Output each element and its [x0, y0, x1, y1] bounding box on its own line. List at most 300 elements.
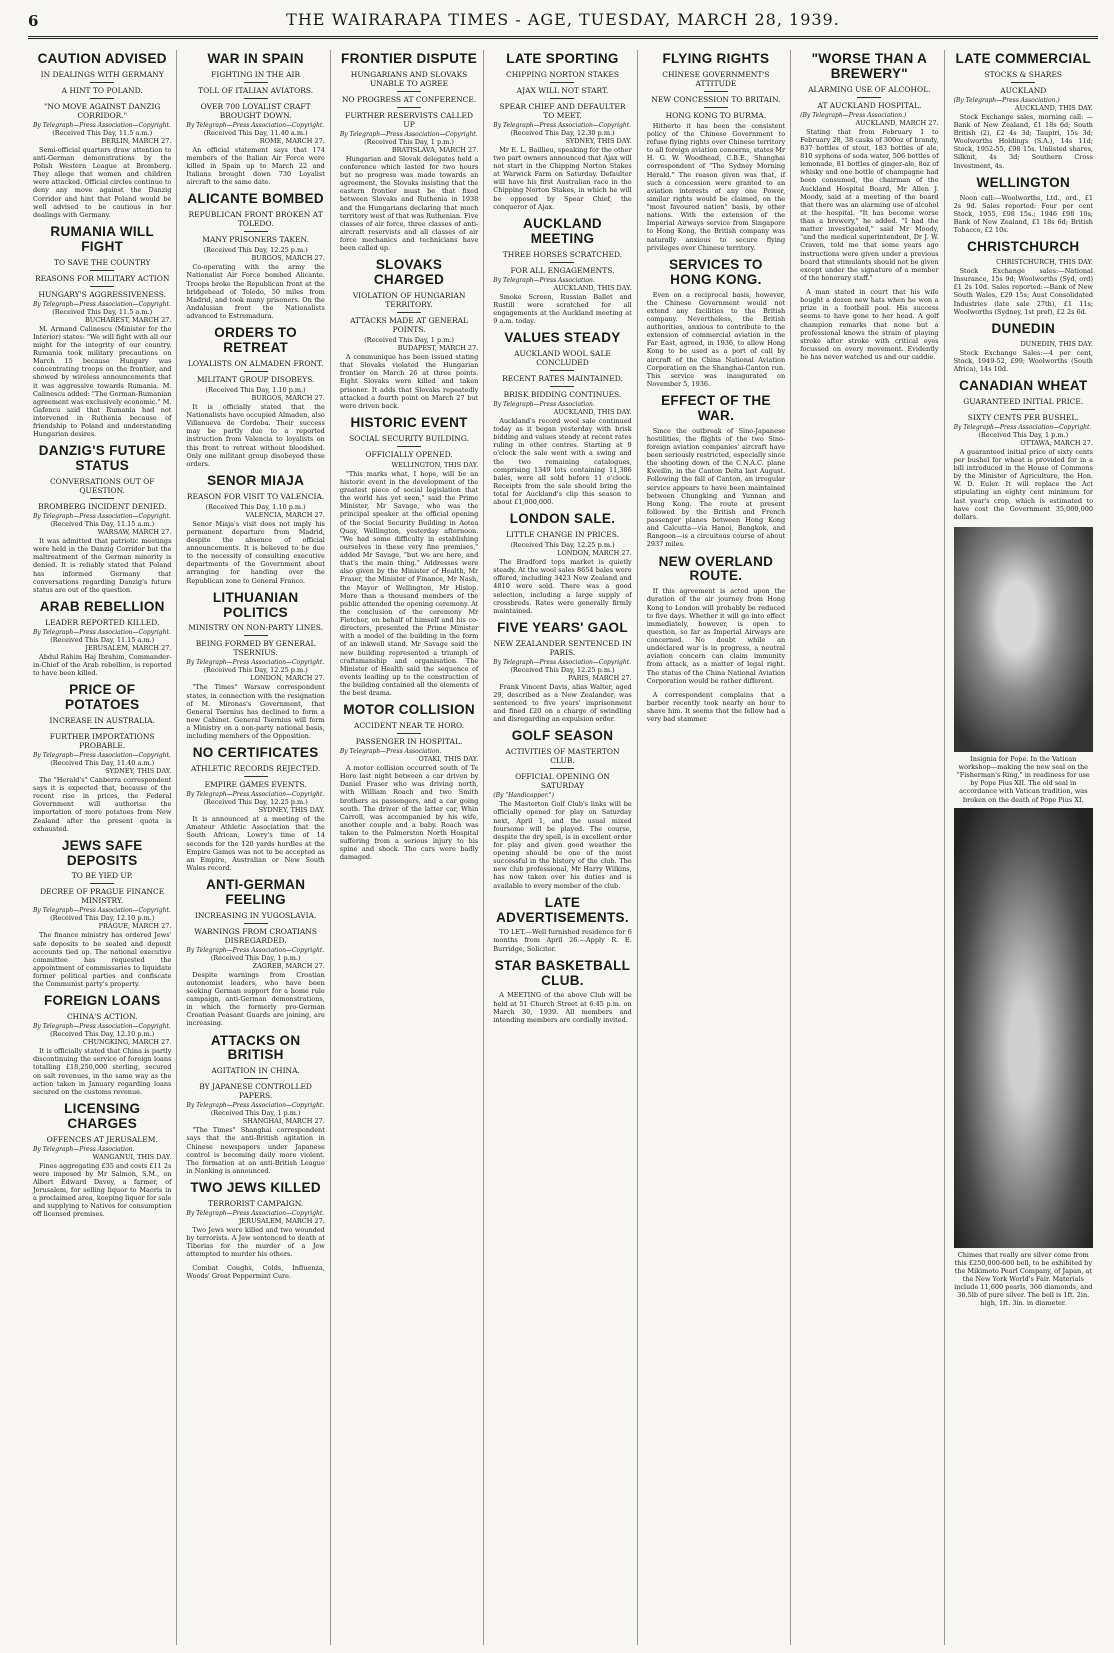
article-deck: MANY PRISONERS TAKEN.	[202, 235, 309, 245]
article-headline: FIVE YEARS' GAOL	[497, 619, 628, 635]
article-body: Noon call:—Woolworths, Ltd., ord., £1 2s 9d. Sales reported: Four per cent Stock, 1955, £98 15s.; 1946 £98 10s; Bank of New Zealand, £1 18s 6d; British Tobacco, £2 10s.	[953, 193, 1093, 235]
article-headline: CAUTION ADVISED	[37, 51, 167, 66]
article	[33, 225, 171, 438]
article	[186, 474, 324, 585]
article	[340, 258, 478, 410]
article-dateline: VALENCIA, MARCH 27.	[245, 510, 325, 519]
article-deck: ATTACKS MADE AT GENERAL POINTS.	[350, 316, 469, 335]
article	[33, 1102, 171, 1219]
article-headline: LATE COMMERCIAL	[955, 51, 1092, 66]
article-received: (Received This Day, 12.30 p.m.)	[510, 128, 615, 137]
article-deck: SPEAR CHIEF AND DEFAULTER TO MEET.	[499, 101, 626, 120]
article-dateline: JERUSALEM, MARCH 27.	[85, 643, 172, 652]
article	[186, 878, 324, 1028]
article-deck: INCREASING IN YUGOSLAVIA.	[194, 910, 317, 920]
article-deck: LOYALISTS ON ALMADEN FRONT.	[187, 358, 324, 368]
article-deck: HUNGARIANS AND SLOVAKS UNABLE TO AGREE	[350, 69, 468, 88]
article	[493, 621, 631, 723]
article-credit: By Telegraph—Press Association—Copyright.	[186, 946, 325, 954]
article-body: The Bradford tops market is quietly steady. At the wool sales 8654 bales were offered, including 3423 New Zealand and 4810 were sold. There was a good selection, including a large supply of crossbreds. Rates were generally firmly maintained.	[493, 558, 632, 615]
article-deck: RECENT RATES MAINTAINED.	[502, 373, 623, 383]
article-dateline: SYDNEY, THIS DAY.	[565, 136, 632, 145]
article-deck: STOCKS & SHARES	[984, 69, 1063, 79]
article-body: It is officially stated that China is partly discontinuing the service of foreign loans totalling £18,250,000 sterling, secured on salt revenues, in the same way as the action taken in January regarding loans secured on the customs revenue.	[33, 1047, 172, 1096]
article-headline: SENOR MIAJA	[207, 472, 305, 488]
article-deck: HUNGARY'S AGGRESSIVENESS.	[38, 289, 167, 299]
column-7	[949, 50, 1098, 1645]
article	[493, 331, 631, 506]
article-body: Stock Exchange Sales:—4 per cent, Stock, 1949-52, £99; Woolworths (South Africa), 14s 10d.	[953, 348, 1093, 373]
article-credit: By Telegraph—Press Association.	[493, 400, 595, 408]
article-deck: AJAX WILL NOT START.	[516, 85, 609, 95]
article-credit: By Telegraph—Press Association.	[493, 276, 595, 284]
article-dateline: SYDNEY, THIS DAY.	[258, 806, 325, 815]
deck-divider	[244, 776, 268, 777]
article-headline: HISTORIC EVENT	[350, 414, 468, 430]
photo-vatican-seal	[954, 527, 1093, 752]
article-body: TO LET.—Well furnished residence for 6 months from April 26.—Apply R. E. Burridge, Solicitor.	[493, 928, 632, 953]
article-deck: THREE HORSES SCRATCHED.	[502, 249, 623, 259]
article-headline: ATTACKS ON BRITISH	[210, 1032, 301, 1063]
article-credit: By Telegraph—Press Association—Copyright.	[33, 300, 171, 308]
article-body: A correspondent complains that a barber recently took nearly an hour to shave him. It seems that the fellow had a very bad stammer.	[646, 690, 786, 724]
article	[800, 288, 938, 361]
article-dateline: BURGOS, MARCH 27.	[251, 254, 325, 263]
article-body: Auckland's record wool sale continued today as it began yesterday with brisk bidding and values steady at recent rates ruling in other centres. Starting at 9 o'clock the sale went with a swing and the two remaining catalogues, comprising 1349 lots containing 11,386 bales, were all sold before 11 o'clock. Receipts from the sale should bring the total for Auckland's clip this season to about £1,000,000.	[493, 416, 632, 507]
article-headline: WELLINGTON	[976, 174, 1071, 190]
article-deck: AUCKLAND WOOL SALE CONCLUDED	[514, 348, 611, 367]
article-body: Co-operating with the army the Nationalist Air Force bombed Alicante. Troops broke the Republican front at the bridgehead of Toledo, 50 miles from Madrid, and took many prisoners. On the Andalusian front the Nationalists advanced to Estremadura.	[186, 263, 325, 321]
article-dateline: JERUSALEM, MARCH 27.	[238, 1216, 325, 1225]
article-deck: REPUBLICAN FRONT BROKEN AT TOLEDO.	[188, 210, 323, 229]
article	[340, 703, 478, 861]
article-headline: TWO JEWS KILLED	[190, 1180, 321, 1195]
article-deck: OFFICIALLY OPENED.	[365, 449, 453, 459]
article-deck: FURTHER IMPORTATIONS PROBABLE.	[49, 731, 155, 750]
deck-divider	[244, 231, 268, 232]
article-received: (Received This Day, 11.15 a.m.)	[50, 520, 155, 529]
column-2	[181, 50, 330, 1645]
deck-divider	[1011, 82, 1035, 83]
article	[954, 52, 1093, 170]
article-dateline: WANGANUI, THIS DAY.	[92, 1152, 172, 1161]
article-deck: A HINT TO POLAND.	[61, 85, 143, 95]
article-dateline: BUCHAREST, MARCH 27.	[84, 315, 172, 324]
article-body: Frank Vincent Davis, alias Walter, aged 29, described as a New Zealander, was sentenced to five years' imprisonment and fined £20 on a charge of swindling and disregarding an expulsion order.	[493, 682, 632, 724]
article-received: (Received This Day, 12.25 p.m.)	[203, 798, 308, 807]
photo-silver-bell	[954, 808, 1093, 1248]
article-body: "The Times" Warsaw correspondent states, in connection with the resignation of M. Mironas's Government, that General Tsernius has declined to form a new Cabinet. General Tsernius will form a Ministry on a non-party national basis, including members of the Opposition.	[186, 683, 325, 741]
article-deck: PASSENGER IN HOSPITAL.	[355, 737, 463, 747]
deck-divider	[704, 91, 728, 92]
article-body: Senor Miaja's visit does not imply his permanent departure from Madrid, despite the absence of official announcements. It is believed to be due to the necessity of consulting executive departments of the Government about arranging for handing over the Republican zone to General Franco.	[186, 519, 325, 585]
deck-divider	[244, 98, 268, 99]
article-dateline: CHUNGKING, MARCH 27.	[82, 1038, 172, 1047]
deck-divider	[397, 312, 421, 313]
article	[33, 444, 171, 594]
article-dateline: AUCKLAND, MARCH 27.	[855, 118, 939, 127]
article-credit: By Telegraph—Press Association.	[33, 1145, 135, 1153]
deck-divider	[397, 733, 421, 734]
article-received: (Received This Day, 11.40 a.m.)	[50, 758, 155, 767]
article-headline: STAR BASKETBALL CLUB.	[494, 957, 631, 988]
article-body: Since the outbreak of Sino-Japanese hostilities, the flights of the two Sino-foreign aviation companies' aircraft have been seriously restricted, especially since the shooting down of the C.N.A.C. plane Kweilin, in the Canton Delta last August. Following the fall of Canton, an irregular service appears to have been maintained between Chungking and Yunnan and Hong Kong. The route at present followed by the British and French passenger planes between Hong Kong and Calcutta—via Hanoi, Bangkok, and Rangoon—is a circuitous course of about 2937 miles.	[646, 426, 786, 549]
article	[340, 416, 478, 697]
article	[186, 1264, 324, 1280]
deck-divider	[244, 635, 268, 636]
article	[186, 52, 324, 186]
article-deck: TERRORIST CAMPAIGN.	[208, 1198, 304, 1208]
article-received: (Received This Day, 12.25 p.m.)	[203, 246, 308, 255]
article-dateline: AUCKLAND, THIS DAY.	[1014, 103, 1093, 112]
article	[647, 52, 785, 252]
article-headline: CHRISTCHURCH	[967, 239, 1080, 255]
article-credit: By Telegraph—Press Association—Copyright.	[186, 1209, 325, 1217]
article-dateline: PRAGUE, MARCH 27.	[98, 922, 172, 931]
article-deck: AT AUCKLAND HOSPITAL.	[817, 100, 922, 110]
article	[647, 394, 785, 549]
article-dateline: OTAKI, THIS DAY.	[418, 755, 479, 764]
article-received: (Received This Day, 12.10 p.m.)	[50, 914, 155, 923]
article-body: Combat Coughs, Colds, Influenza, Woods' Great Peppermint Cure.	[186, 1264, 325, 1281]
article-body: Mr E. L. Baillieu, speaking for the other two part owners announced that Ajax will not start in the Chipping Norton Stakes at Warwick Farm on Saturday. Defaulter will have his first Australian race in the Chipping Norton Stakes, in which he will be opposed by Spear Chief, the conqueror of Ajax.	[493, 145, 632, 211]
article-body: A man stated in court that his wife bought a dozen new hats when he won a prize in a football pool. His success seems to have gone to her head. A golf champion remarks that none but a professional knows the strain of playing stroke after stroke with critical eyes focussed on every movement. Evidently he has never watched us and our caddie.	[800, 288, 939, 362]
deck-divider	[1011, 409, 1035, 410]
article-received: (Received This Day, 11.15 a.m.)	[50, 635, 155, 644]
article-credit: By Telegraph—Press Association—Copyright.	[186, 1102, 325, 1110]
page-number: 6	[28, 12, 39, 30]
article-deck: OVER 700 LOYALIST CRAFT BROUGHT DOWN.	[200, 101, 311, 120]
article	[186, 326, 324, 468]
article-headline: ALICANTE BOMBED	[187, 191, 324, 207]
article-received: (Received This Day, 1.10 p.m.)	[205, 385, 306, 394]
article-received: (Received This Day, 1 p.m.)	[210, 953, 301, 962]
article-received: (Received This Day, 1 p.m.)	[978, 430, 1069, 439]
article-deck: CHINESE GOVERNMENT'S ATTITUDE	[662, 69, 770, 88]
article	[186, 591, 324, 741]
article-headline: GOLF SEASON	[511, 728, 614, 744]
article-headline: SERVICES TO HONG KONG.	[669, 256, 763, 287]
deck-divider	[857, 97, 881, 98]
article-headline: LITHUANIAN POLITICS	[212, 589, 299, 620]
article-deck: BRISK BIDDING CONTINUES.	[503, 389, 622, 399]
article-deck: ACCIDENT NEAR TE HORO.	[354, 721, 465, 731]
article-body: M. Armand Calinescu (Minister for the Interior) states: "We will fight with all our might for the integrity of our country. Rumania took military precautions on March 15 because Hungary was concentrating troops on the frontier, and showed by wireless announcements that it was aggressive towards Rumania. M. Calinescu added: "The German-Rumanian agreement was exclusively economic." M. Gafencu said that Rumania had not intervened in Ruthenia because of friendship to Poland and understanding Hungarian desires.	[33, 324, 172, 439]
article-headline: MOTOR COLLISION	[343, 702, 475, 718]
article-deck: LEADER REPORTED KILLED.	[45, 617, 160, 627]
article-headline: LONDON SALE.	[509, 511, 616, 527]
article-dateline: SHANGHAI, MARCH 27.	[242, 1117, 325, 1126]
article-headline: NEW OVERLAND ROUTE.	[658, 553, 774, 584]
article-credit: By Telegraph—Press Association—Copyright.	[186, 659, 325, 667]
article-dateline: WARSAW, MARCH 27.	[97, 528, 172, 537]
article	[493, 52, 631, 211]
deck-divider	[244, 371, 268, 372]
article-headline: RUMANIA WILL FIGHT	[50, 223, 154, 254]
article-deck: FOR ALL ENGAGEMENTS.	[510, 265, 615, 275]
masthead	[28, 6, 1098, 40]
article-credit: By Telegraph—Press Association—Copyright.	[339, 130, 478, 138]
article	[33, 600, 171, 677]
article-dateline: SYDNEY, THIS DAY.	[105, 766, 172, 775]
deck-divider	[244, 1078, 268, 1079]
article-deck: ACTIVITIES OF MASTERTON CLUB.	[505, 747, 620, 766]
article-dateline: BURGOS, MARCH 27.	[251, 393, 325, 402]
article-dateline: OTTAWA, MARCH 27.	[1020, 438, 1093, 447]
article-dateline: AUCKLAND, THIS DAY.	[553, 283, 632, 292]
article-body: Abdul Rahim Haj Ibrahim, Commander-in-Chief of the Arab rebellion, is reported to have been killed.	[33, 652, 172, 678]
newspaper-columns	[28, 50, 1098, 1645]
article-body: If this agreement is acted upon the duration of the air journey from Hong Kong to London will probably be reduced to five days. Whether it will go into effect immediately, however, is open to question, so far as Imperial Airways are concerned. No doubt while an undeclared war is in progress, a neutral aviation concern can claim immunity from attack, as a matter of legal right. The status of the China National Aviation Corporation would be rather different.	[646, 587, 786, 685]
article	[493, 896, 631, 953]
deck-divider	[704, 107, 728, 108]
article-deck: CONVERSATIONS OUT OF QUESTION.	[49, 477, 155, 496]
article-deck: REASONS FOR MILITARY ACTION	[34, 273, 170, 283]
article	[493, 959, 631, 1024]
article-deck: CHINA'S ACTION.	[66, 1012, 138, 1022]
article-deck: SOCIAL SECURITY BUILDING.	[349, 433, 469, 443]
article	[493, 729, 631, 889]
article-body: It is announced at a meeting of the Amateur Athletic Association that the South African, Lowry's time of 14 seconds for the 120 yards hurdles at the Empire Games was not to be accepted as an Empire, Australian or New South Wales record.	[186, 815, 325, 872]
article-body: Two Jews were killed and two wounded by terrorists. A Jew sentenced to death at Tiberias for the murder of a Jew attempted to murder his others.	[186, 1225, 325, 1259]
deck-divider	[397, 91, 421, 92]
article-body: Stock Exchange sales, morning call: —Bank of New Zealand, £1 18s 6d; South British (2), £2 4s 3d; Taupiri, 15s 3d; Woolworths Holdings (S.A.), 14s 11d; Stock, 1952-55, £98 15s. Unlisted shares, Silknit, 4s 3d; Southern Cross Investment, 4s.	[953, 112, 1093, 170]
article-credit: By Telegraph—Press Association—Copyright.	[493, 121, 632, 129]
article-received: (Received This Day, 1.10 p.m.)	[205, 502, 306, 511]
article-dateline: WELLINGTON, THIS DAY.	[391, 460, 479, 469]
article	[493, 217, 631, 325]
article-body: Even on a reciprocal basis, however, the Chinese Government would not extend any facilities to the British company. Nevertheless, the British authorities, anxious to contribute to the extension of commercial aviation in the Far East, agreed, in 1936, to allow Hong Kong to be used as a port of call by aircraft of the China National Aviation Corporation on the Shanghai-Canton run. This service was inaugurated on November 5, 1936.	[646, 290, 786, 388]
article-headline: AUCKLAND MEETING	[523, 215, 602, 246]
masthead-rule	[28, 36, 1098, 39]
article-received: (Received This Day, 11.5 a.m.)	[52, 128, 153, 137]
article-body: Stating that from February 1 to February 28, 38 casks of 300oz of brandy, 837 bottles of stout, 183 bottles of ale, 810 syphons of soda water, 506 bottles of lemonade, 81 bottles of ginger-ale, 8oz of whisky and one bottle of champagne had been consumed, the chairman of the Auckland Hospital Board, Mr Allen J. Moody, said at a meeting of the board that there was an alarming use of alcohol at the hospital. "It has become worse than a brewery," he added. "I had the matter investigated," said Mr Moody, "and the medical superintendent, Dr J. W. Craven, told me that some years ago instructions were given under a previous board that stimulants should not be given except under the signature of a member of the honorary staff."	[800, 127, 939, 282]
photo-caption: Chimes that really are silver come from this £250,000-600 bell, to be exhibited by the Mikimoto Pearl Company, of Japan, at the New York World's Fair. Materials include 11,600 pearls, 366 diamonds, and 36.5lb of pure silver. The bell is 1ft. 2in. high, 1ft. 3in. in diameter.	[954, 1250, 1093, 1308]
column-3	[335, 50, 484, 1645]
article	[186, 1181, 324, 1258]
article-body: "The Times" Shanghai correspondent says that the anti-British agitation in Chinese newspapers under Japanese control is becoming daily more violent. The formation at an anti-British League in Nanking is announced.	[186, 1126, 325, 1175]
article-received: (Received This Day, 1 p.m.)	[210, 1109, 301, 1118]
column-4	[488, 50, 637, 1645]
article-deck: ALARMING USE OF ALCOHOL.	[808, 84, 931, 94]
deck-divider	[397, 446, 421, 447]
article-deck: ATHLETIC RECORDS REJECTED.	[191, 764, 321, 774]
article-deck: OFFENCES AT JERUSALEM.	[46, 1134, 158, 1144]
article-headline: CANADIAN WHEAT	[959, 378, 1088, 393]
article-body: Semi-official quarters draw attention to anti-German demonstrations by the Polish Western League at Bromberg. They allege that women and children were attacked. Official circles continue to deny any move against the Danzig Corridor and hint that Poland would be well advised to be cautious in her dealings with Germany.	[33, 145, 172, 219]
article-body: Hitherto it has been the consistent policy of the Chinese Government to refuse flying rights over Chinese territory to all foreign aviation concerns, states Mr H. G. W. Woodhead, C.B.E., Shanghai correspondent of "The Sydney Morning Herald." The reason given was that, if such a concession were granted to an aviation interests of any one Power, similar rights would be claimed, on the "most favoured nation" basis, by other nations. With the extension of the Imperial Airways service from Singapore to Hong Kong, the British company was naturally anxious to secure flying privileges over Chinese territory.	[646, 121, 786, 252]
deck-divider	[244, 82, 268, 83]
article-dateline: PARIS, MARCH 27.	[568, 673, 632, 682]
article-headline: LATE SPORTING	[506, 51, 619, 66]
deck-divider	[90, 270, 114, 271]
article-body: The "Herald's" Canberra correspondent says it is expected that, because of the recent rise in prices, the Federal Government will authorise the importation of more potatoes from New Zealand after the present quota is exhausted.	[33, 775, 172, 833]
article-deck: FURTHER RESERVISTS CALLED UP	[345, 110, 473, 129]
article	[33, 683, 171, 833]
article-credit: By Telegraph—Press Association—Copyright.	[33, 513, 171, 521]
article	[800, 52, 938, 282]
deck-divider	[90, 728, 114, 729]
article-dateline: LONDON, MARCH 27.	[250, 674, 325, 683]
photo-figure	[954, 527, 1093, 804]
article-dateline: LONDON, MARCH 27.	[557, 549, 632, 558]
article-credit: By Telegraph—Press Association—Copyright.	[186, 121, 325, 129]
article-received: (Received This Day, 1 p.m.)	[364, 336, 454, 345]
article	[493, 512, 631, 615]
deck-divider	[90, 82, 114, 83]
article-headline: WAR IN SPAIN	[207, 51, 304, 66]
article-body: "This marks what, I hope, will be an historic event in the development of the greatest piece of social legislation that the world has yet seen," said the Prime Minister, Mr Savage, who was the principal speaker at the official opening of the Social Security Building in Aotea Quay, Wellington, yesterday afternoon. "We had some difficulty in establishing ourselves in these very fine premises," added Mr Savage, "but we are here, and that's the main thing." Addresses were also given by the Minister of Health, Mr Fraser, the Minister of Finance, Mr Nash, the Mayor of Wellington, Mr Hislop. More than a thousand members of the public attended the opening ceremony. At the conclusion of the ceremony Mr Fletcher, on behalf of himself and his co-directors, presented the Prime Minister with a model of the building in the form of an inkwell stand. Mr Savage said the new building represented a triumph of craftsmanship and organisation. The Minister of Health said the sequence of events leading up to the construction of the building contained all the elements of the best drama.	[339, 469, 479, 698]
article-deck: BY JAPANESE CONTROLLED PAPERS.	[199, 1082, 312, 1101]
article-deck: INCREASE IN AUSTRALIA.	[49, 715, 155, 725]
deck-divider	[550, 262, 574, 263]
article-body: A communique has been issued stating that Slovaks violated the Hungarian frontier on March 26 at three points. Eight Slovaks were killed and taken prisoner. It adds that Slovaks repeatedly attacked a fourth point on March 27 but were driven back.	[339, 353, 479, 410]
article	[954, 240, 1093, 316]
article-headline: DUNEDIN	[991, 320, 1056, 336]
article-deck: WARNINGS FROM CROATIANS DISREGARDED.	[194, 926, 317, 945]
article-received: (Received This Day, 1 p.m.)	[364, 137, 454, 146]
article-credit: By Telegraph—Press Association—Copyright.	[33, 628, 171, 636]
article-dateline: DUNEDIN, THIS DAY.	[1020, 339, 1093, 348]
article-deck: CHIPPING NORTON STAKES	[506, 69, 619, 79]
deck-divider	[244, 923, 268, 924]
article-headline: PRICE OF POTATOES	[65, 682, 140, 713]
article-deck: VIOLATION OF HUNGARIAN TERRITORY.	[352, 291, 466, 310]
article-deck: EMPIRE GAMES EVENTS.	[204, 780, 307, 790]
article-body: A guaranteed initial price of sixty cents per bushel for wheat is provided for in a bill introduced in the House of Commons by the Minister of Agriculture, the Hon. W. D. Euler. It will replace the Act stipulating an eighty cent minimum for last year's crop, which is estimated to have cost the Government 35,000,000 dollars.	[953, 447, 1093, 521]
article-deck: TOLL OF ITALIAN AVIATORS.	[198, 85, 314, 95]
article-headline: ARAB REBELLION	[39, 598, 165, 614]
article-headline: ORDERS TO RETREAT	[214, 325, 297, 356]
article	[33, 52, 171, 219]
article-credit: By Telegraph—Press Association—Copyright.	[33, 121, 171, 129]
article-deck: "NO MOVE AGAINST DANZIG CORRIDOR."	[43, 101, 161, 120]
article	[340, 52, 478, 252]
article	[954, 322, 1093, 373]
article-deck: GUARANTEED INITIAL PRICE.	[963, 396, 1084, 406]
article-credit: (By Telegraph—Press Association.)	[953, 96, 1060, 104]
article-deck: REASON FOR VISIT TO VALENCIA.	[186, 491, 325, 501]
article-headline: LICENSING CHARGES	[64, 1100, 141, 1131]
article-body: Hungarian and Slovak delegates held a conference which lasted for two hours but no progress was made towards an agreement, the Slovaks insisting that the eastern frontier must be that fixed between Slovaks and Ruthenia in 1938 and the Hungarians declaring that much territory west of that was Ruthenian. Five classes of air force, three classes of anti-aircraft reservists and all classes of air force mechanics and technicians have been called up.	[339, 154, 479, 253]
article-dateline: ROME, MARCH 27.	[259, 136, 325, 145]
article-received: (Received This Day, 12.10 p.m.)	[50, 1030, 155, 1039]
article	[33, 994, 171, 1096]
article-body: Despite warnings from Croatian autonomist leaders, who have been seeking German support for a home rule campaign, anti-German demonstrations, in which the formerly pro-German Croatian Peasant Guards are joining, are increasing.	[186, 970, 325, 1028]
article-dateline: ZAGREB, MARCH 27.	[252, 961, 325, 970]
article-headline: SLOVAKS CHARGED	[373, 257, 445, 288]
article-headline: LATE ADVERTISEMENTS.	[496, 894, 629, 925]
photo-caption: Insignia for Pope. In the Vatican workshop—making the new seal on the "Fisherman's Ring," in readiness for use by Pope Pius XII. The old seal in accordance with Vatican tradition, was broken on the death of Pope Pius XI.	[956, 754, 1090, 804]
article-headline: "WORSE THAN A BREWERY"	[811, 51, 928, 81]
article-deck: BROMBERG INCIDENT DENIED.	[38, 502, 167, 512]
article-deck: TO SAVE THE COUNTRY	[53, 257, 151, 267]
article-body: An official statement says that 174 members of the Italian Air Force were killed in Spain up to March 22 and Italians brought down 730 Loyalist aircraft to the same date.	[186, 145, 325, 187]
article-headline: DANZIG'S FUTURE STATUS	[38, 443, 166, 474]
article-credit: By Telegraph—Press Association—Copyright.	[33, 907, 171, 915]
deck-divider	[550, 386, 574, 387]
article	[954, 176, 1093, 234]
article-deck: TO BE YIED UP.	[71, 871, 133, 881]
article-headline: NO CERTIFICATES	[192, 745, 319, 761]
article-credit: By Telegraph—Press Association—Copyright.	[33, 1023, 171, 1031]
column-1	[28, 50, 177, 1645]
article	[647, 258, 785, 388]
article-deck: LITTLE CHANGE IN PRICES.	[505, 530, 620, 540]
deck-divider	[90, 98, 114, 99]
article-dateline: CHRISTCHURCH, THIS DAY.	[996, 258, 1093, 267]
article-deck: HONG KONG TO BURMA.	[665, 110, 767, 120]
article-headline: EFFECT OF THE WAR.	[661, 393, 771, 423]
article-credit: (By "Handicapper.")	[493, 792, 554, 800]
column-6	[795, 50, 944, 1645]
article-deck: FIGHTING IN THE AIR	[211, 69, 301, 79]
article-body: The Masterton Golf Club's links will be officially opened for play on Saturday next, April 1, and the usual mixed foursome will be played. The course, despite the dry spell, is in excellent order for play and given good weather the opening should be one of the most successful in the history of the club. The new club professional, Mr Harry Wilkins, has now taken over his duties and is available to every member of the club.	[493, 800, 632, 890]
article	[954, 379, 1093, 521]
article-deck: OFFICIAL OPENING ON SATURDAY	[515, 772, 610, 791]
article-body: Smoke Screen, Russian Ballet and Rustill were scratched for all engagements at the Auckland meeting at 9 a.m. today.	[493, 292, 632, 325]
article-received: (Received This Day, 12.25 p.m.)	[510, 665, 615, 674]
newspaper-title: THE WAIRARAPA TIMES - AGE, TUESDAY, MARCH 28, 1939.	[286, 10, 840, 29]
deck-divider	[397, 107, 421, 108]
article	[186, 192, 324, 320]
article-deck: MILITANT GROUP DISOBEYS.	[196, 374, 315, 384]
deck-divider	[90, 883, 114, 884]
article-body: It was admitted that patriotic meetings were held in the Danzig Corridor but the maltreatment of the German minority is denied. It is reliably stated that Poland has informed Germany that conversations regarding Danzig's future status are out of the question.	[33, 537, 172, 594]
article	[186, 746, 324, 872]
article-dateline: BERLIN, MARCH 27.	[101, 136, 172, 145]
article	[647, 691, 785, 724]
article-deck: SIXTY CENTS PER BUSHEL.	[967, 412, 1079, 422]
article-deck: NEW ZEALANDER SENTENCED IN PARIS.	[493, 638, 632, 657]
article-headline: ANTI-GERMAN FEELING	[205, 877, 306, 907]
article-dateline: BUDAPEST, MARCH 27.	[397, 344, 479, 353]
article-headline: FRONTIER DISPUTE	[341, 51, 478, 66]
article-deck: NO PROGRESS AT CONFERENCE.	[341, 94, 477, 104]
article-deck: NEW CONCESSION TO BRITAIN.	[651, 94, 781, 104]
article-credit: By Telegraph—Press Association—Copyright.	[186, 791, 325, 799]
article-credit: By Telegraph—Press Association—Copyright.	[953, 423, 1092, 431]
photo-figure	[954, 808, 1093, 1308]
article-received: (Received This Day, 12.25 p.m.)	[203, 666, 308, 675]
deck-divider	[550, 768, 574, 769]
article-received: (Received This Day, 12.25 p.m.)	[510, 541, 615, 550]
column-5	[642, 50, 791, 1645]
article-credit: By Telegraph—Press Association—Copyright.	[33, 751, 171, 759]
article-body: Fines aggregating £35 and costs £11 2s were imposed by Mr Salmon, S.M., on Albert Edward Davey, a farmer, of Jerusalem, for selling liquor to Maoris in a proclaimed area, keeping liquor for sale and supplying to Natives for consumption off licensed premises.	[33, 1161, 172, 1219]
article-headline: FOREIGN LOANS	[44, 993, 161, 1009]
article-credit: By Telegraph—Press Association—Copyright.	[493, 658, 632, 666]
article-body: The finance ministry has ordered Jews' safe deposits to be sealed and deposit accounts tied up. The national executive committee has requested the appointment of commissaries to liquidate former political parties and confiscate the Communist party's property.	[33, 931, 172, 989]
article-deck: BEING FORMED BY GENERAL TSERNIUS.	[195, 639, 316, 658]
article-deck: AUCKLAND	[1000, 85, 1047, 95]
article-dateline: BRATISLAVA, MARCH 27.	[391, 145, 479, 154]
deck-divider	[90, 498, 114, 499]
article-received: (Received This Day, 11.40 a.m.)	[203, 128, 308, 137]
article-headline: FLYING RIGHTS	[662, 51, 770, 66]
article-body: A motor collision occurred south of Te Horo last night between a car driven by Daniel Fraser who was driving north, with William Roach and two Smith brothers as passengers, and a car going south. The driver of the latter car, Whin Carroll, was accompanied by his wife, another couple and a baby. Roach was taken to the Palmerston North Hospital suffering from a serious injury to his spine and shock. The cars were badly damaged.	[339, 764, 479, 862]
article	[647, 555, 785, 685]
article-headline: VALUES STEADY	[504, 330, 621, 346]
article-received: (Received This Day, 11.5 a.m.)	[52, 307, 153, 316]
article-deck: AGITATION IN CHINA.	[211, 1066, 300, 1076]
article	[33, 839, 171, 989]
article-body: It is officially stated that the Nationalists have occupied Almaden, also Villanueva de Cordoba. Their success may be partly due to a reported instruction from Valencia to loyalists on this front to retreat without bloodshed. Only one militant group disobeyed these orders.	[186, 402, 325, 468]
article-credit: By Telegraph—Press Association.	[339, 748, 442, 756]
article-body: Stock Exchange sales:—National Insurance, 15s 9d; Woolworths (Syd, ord) £1 2s 10d. Sales reported:—Bank of New South Wales, £29 15s; Aust Consolidated Industries (late sale 27th), £1 11s; Woolworths (Sydney, 1st pref), £2 2s 6d.	[953, 267, 1093, 316]
article-body: A MEETING of the above Club will be held at 51 Church Street at 6.45 p.m. on March 30, 1939. All members and intending members are cordially invited.	[493, 991, 632, 1024]
article	[186, 1034, 324, 1175]
